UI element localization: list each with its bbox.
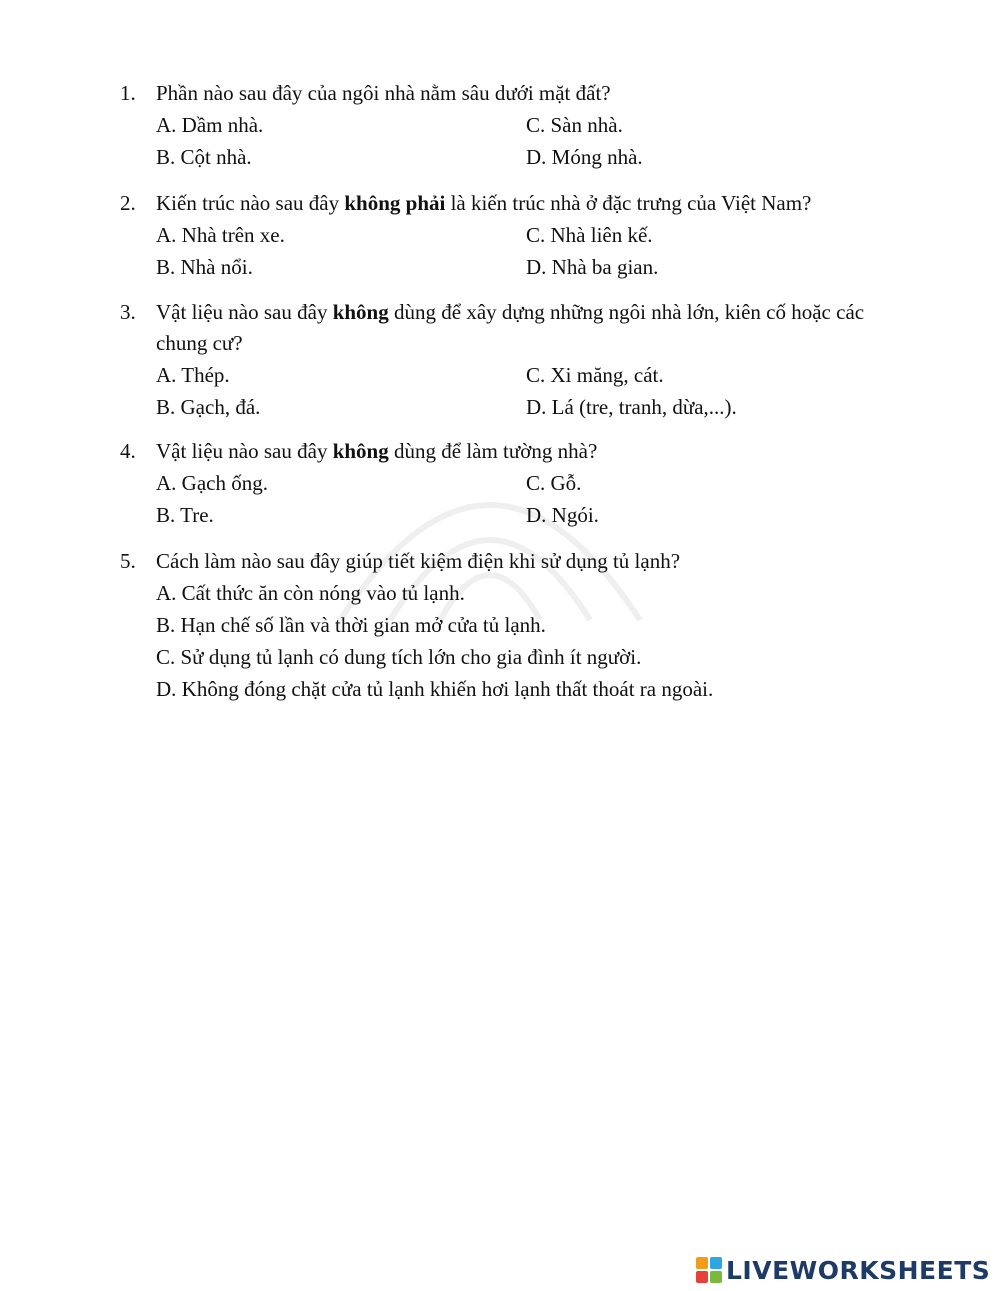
question-5-options — [156, 577, 900, 705]
question-text — [156, 436, 900, 467]
question-text-part: Vật liệu nào sau đây — [156, 300, 333, 324]
question-emphasis: không — [332, 300, 389, 324]
option-a[interactable]: A. Cất thức ăn còn nóng vào tủ lạnh. — [156, 581, 465, 605]
option-b[interactable]: B. Nhà nổi. — [156, 255, 253, 279]
question-text — [156, 297, 900, 359]
logo-block-icon — [696, 1271, 708, 1283]
option-d[interactable]: D. Ngói. — [526, 503, 599, 527]
question-emphasis: không phải — [344, 191, 446, 215]
question-3-options — [156, 359, 900, 423]
option-d[interactable]: D. Không đóng chặt cửa tủ lạnh khiến hơi lạnh thất thoát ra ngoài. — [156, 677, 714, 701]
question-number: 1. — [120, 81, 136, 105]
logo-block-icon — [710, 1257, 722, 1269]
question-text-part: là kiến trúc nhà ở đặc trưng của Việt Nam? — [445, 191, 812, 215]
option-c[interactable]: C. Sử dụng tủ lạnh có dung tích lớn cho gia đình ít người. — [156, 645, 642, 669]
question-text-part: Kiến trúc nào sau đây — [156, 191, 345, 215]
question-text-part: Phần nào sau đây của ngôi nhà nằm sâu dưới mặt đất? — [156, 81, 611, 105]
question-5-stem — [120, 546, 900, 577]
liveworksheets-logo-icon — [696, 1257, 722, 1283]
logo-text: LIVEWORKSHEETS — [726, 1255, 991, 1285]
question-1-stem — [120, 78, 900, 109]
option-b[interactable]: B. Tre. — [156, 503, 214, 527]
question-2 — [120, 188, 900, 283]
option-b[interactable]: B. Hạn chế số lần và thời gian mở cửa tủ lạnh. — [156, 613, 546, 637]
question-text-part: dùng để xây dựng những ngôi nhà lớn, kiên cố hoặc các chung cư? — [156, 300, 865, 355]
question-4-stem — [120, 436, 900, 467]
option-a[interactable]: A. Dầm nhà. — [156, 113, 264, 137]
option-d[interactable]: D. Lá (tre, tranh, dừa,...). — [526, 395, 737, 419]
question-number: 5. — [120, 549, 136, 573]
option-a[interactable]: A. Gạch ống. — [156, 471, 268, 495]
option-a[interactable]: A. Nhà trên xe. — [156, 223, 285, 247]
option-c[interactable]: C. Sàn nhà. — [526, 113, 623, 137]
option-d[interactable]: D. Móng nhà. — [526, 145, 643, 169]
question-text-part: Cách làm nào sau đây giúp tiết kiệm điện khi sử dụng tủ lạnh? — [156, 549, 681, 573]
option-d[interactable]: D. Nhà ba gian. — [526, 255, 659, 279]
option-c[interactable]: C. Xi măng, cát. — [526, 363, 664, 387]
logo-block-icon — [696, 1257, 708, 1269]
question-text — [156, 188, 900, 219]
liveworksheets-logo — [696, 1256, 990, 1284]
question-emphasis: không — [332, 439, 389, 463]
question-4 — [120, 436, 900, 531]
option-b[interactable]: B. Cột nhà. — [156, 145, 252, 169]
question-text — [156, 78, 900, 109]
question-number: 3. — [120, 300, 136, 324]
option-c[interactable]: C. Nhà liên kế. — [526, 223, 653, 247]
question-text-part: Vật liệu nào sau đây — [156, 439, 333, 463]
question-4-options — [156, 467, 900, 531]
logo-block-icon — [710, 1271, 722, 1283]
question-2-stem — [120, 188, 900, 219]
question-number: 4. — [120, 439, 136, 463]
option-a[interactable]: A. Thép. — [156, 363, 230, 387]
question-1 — [120, 78, 900, 173]
question-1-options — [156, 109, 900, 173]
question-5 — [120, 546, 900, 705]
question-3 — [120, 297, 900, 423]
question-3-stem — [120, 297, 900, 359]
option-c[interactable]: C. Gỗ. — [526, 471, 582, 495]
question-text-part: dùng để làm tường nhà? — [388, 439, 598, 463]
question-text — [156, 546, 900, 577]
question-number: 2. — [120, 191, 136, 215]
question-2-options — [156, 219, 900, 283]
option-b[interactable]: B. Gạch, đá. — [156, 395, 261, 419]
